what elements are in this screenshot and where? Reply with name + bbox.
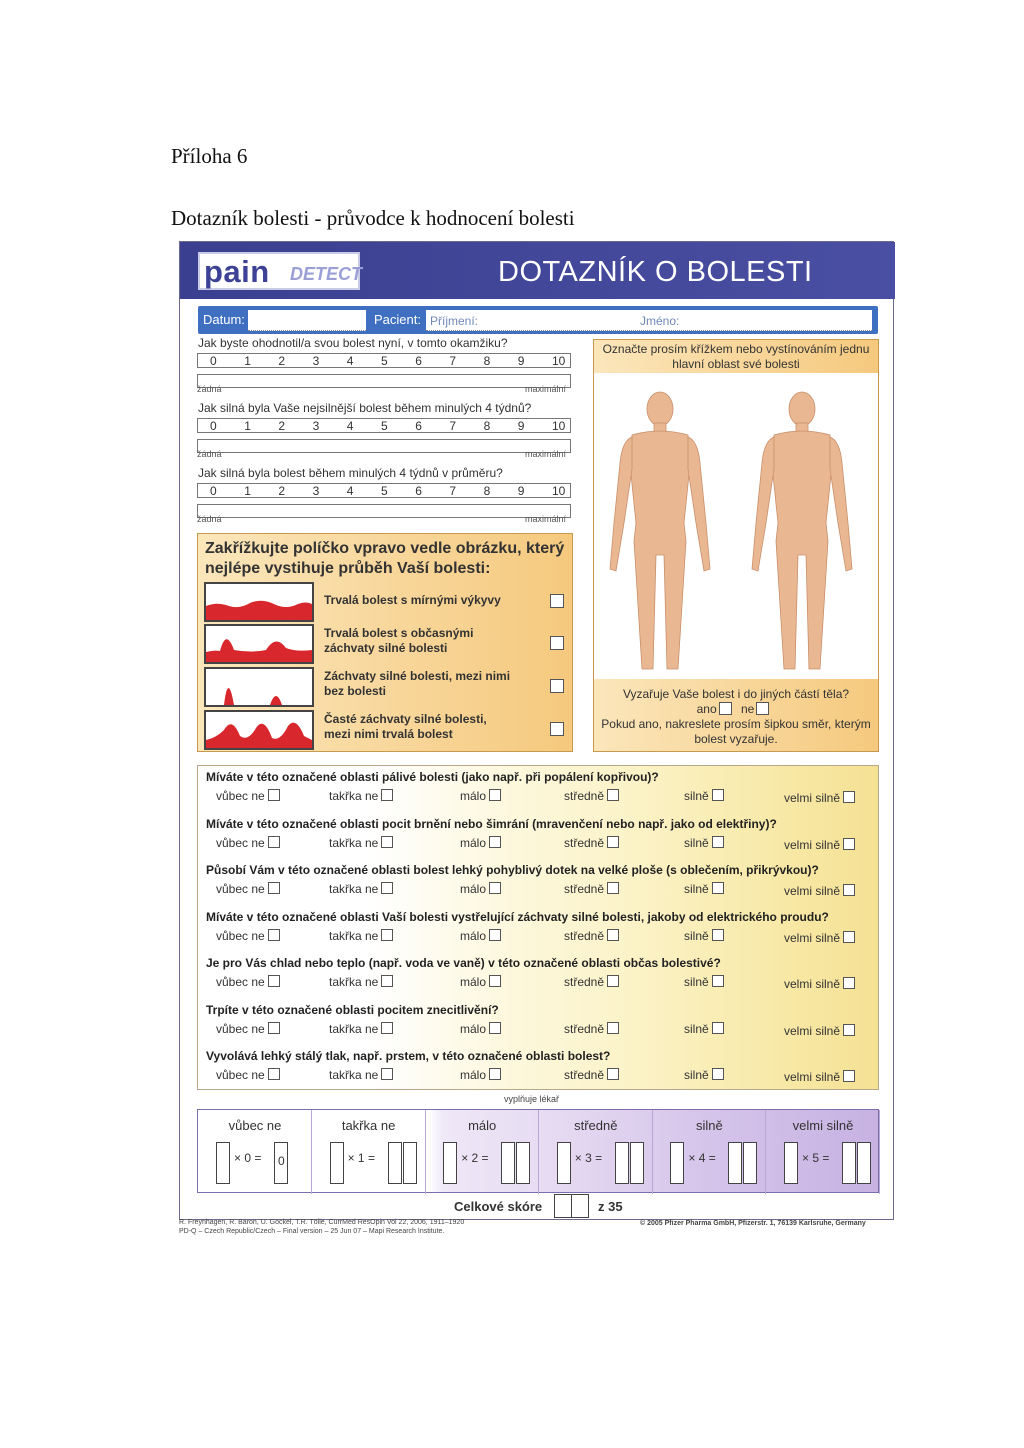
symptom-option-label: vůbec ne	[216, 928, 265, 943]
symptom-option-label: málo	[460, 975, 487, 989]
date-field[interactable]	[248, 310, 366, 331]
symptom-option-label: málo	[460, 789, 487, 803]
total-score-row	[197, 1193, 879, 1221]
citation-line-2: PD-Q – Czech Republic/Czech – Final version – 25 Jun 07 – Mapi Research Institute.	[179, 1228, 445, 1235]
symptom-option-label: takřka ne	[329, 1021, 379, 1036]
symptom-option-checkbox[interactable]	[712, 929, 724, 941]
symptom-option-checkbox[interactable]	[381, 975, 393, 987]
scale-bar[interactable]	[197, 504, 571, 518]
symptom-option[interactable]	[684, 836, 724, 850]
symptom-option[interactable]	[564, 789, 619, 803]
symptom-option[interactable]	[784, 884, 855, 898]
symptom-option-checkbox[interactable]	[712, 975, 724, 987]
symptom-option[interactable]	[460, 1022, 501, 1036]
multiplier-label: × 3 =	[574, 1151, 603, 1165]
symptom-option-checkbox[interactable]	[843, 977, 855, 989]
scale-number[interactable]: 8	[483, 484, 491, 498]
symptom-question: Vyvolává lehký stálý tlak, např. prstem, v této označené oblasti bolest?	[206, 1049, 611, 1063]
radiation-box	[594, 679, 878, 751]
patient-header	[198, 306, 878, 334]
symptom-option-checkbox[interactable]	[489, 789, 501, 801]
symptom-option[interactable]	[460, 929, 501, 943]
intensity-question-average: Jak silná byla bolest během minulých 4 týdnů v průměru?	[198, 466, 503, 480]
pain-course-label: Trvalá bolest s občasnými záchvaty silné bolesti	[324, 626, 474, 655]
symptom-option-label: málo	[460, 1068, 487, 1082]
scale-number[interactable]: 4	[346, 484, 354, 498]
symptom-option-checkbox[interactable]	[607, 975, 619, 987]
scoring-column-label: takřka ne	[341, 1118, 396, 1133]
count-box[interactable]	[330, 1142, 344, 1184]
symptom-option[interactable]	[329, 789, 393, 803]
symptom-option-label: velmi silně	[784, 884, 841, 898]
scoring-column	[425, 1110, 539, 1194]
scale-number[interactable]: 9	[517, 354, 525, 368]
scale-bar[interactable]	[197, 374, 571, 388]
symptom-option-checkbox[interactable]	[607, 1022, 619, 1034]
symptom-option[interactable]	[329, 1068, 393, 1082]
symptom-option-checkbox[interactable]	[268, 836, 280, 848]
scale-high-label: maximální	[525, 514, 567, 524]
scale-number[interactable]: 2	[278, 354, 286, 368]
symptom-option-checkbox[interactable]	[607, 1068, 619, 1080]
symptom-option-label: středně	[564, 882, 605, 896]
symptom-option-label: velmi silně	[784, 1023, 841, 1038]
total-score-digit-box[interactable]	[571, 1194, 589, 1218]
symptom-option[interactable]	[460, 836, 501, 850]
symptom-option[interactable]	[564, 1022, 619, 1036]
logo-sub-text: DETECT	[290, 264, 362, 284]
symptom-option-checkbox[interactable]	[489, 1068, 501, 1080]
scale-number[interactable]: 5	[381, 419, 388, 433]
body-map-instruction: Označte prosím křížkem nebo vystínováním jednu hlavní oblast své bolesti	[594, 340, 878, 373]
scale-number[interactable]: 9	[517, 484, 525, 498]
symptom-option-checkbox[interactable]	[489, 882, 501, 894]
symptom-option-label: středně	[564, 789, 605, 803]
pain-course-checkbox[interactable]	[550, 594, 564, 608]
scoring-column-label: málo	[468, 1118, 497, 1133]
multiplier-label: × 0 =	[234, 1151, 262, 1165]
annex-label: Příloha 6	[171, 144, 248, 168]
symptom-option[interactable]	[216, 929, 280, 943]
count-box[interactable]	[784, 1142, 798, 1184]
scale-number[interactable]: 5	[381, 354, 388, 368]
scale-number[interactable]: 7	[449, 419, 457, 433]
symptom-option-label: málo	[460, 928, 487, 943]
symptom-option-checkbox[interactable]	[712, 789, 724, 801]
first-name-placeholder: Jméno:	[640, 314, 680, 328]
intensity-question-worst: Jak silná byla Vaše nejsilnější bolest během minulých 4 týdnů?	[198, 401, 532, 415]
symptom-option[interactable]	[564, 1068, 619, 1082]
result-box[interactable]	[403, 1142, 417, 1184]
symptom-option-label: takřka ne	[329, 928, 379, 943]
symptom-option[interactable]	[784, 1070, 855, 1084]
radiation-question: Vyzařuje Vaše bolest i do jiných částí těla?	[622, 687, 850, 701]
symptom-option-checkbox[interactable]	[268, 975, 280, 987]
symptom-option-checkbox[interactable]	[381, 789, 393, 801]
scale-number[interactable]: 0	[210, 484, 217, 498]
scoring-column-label: středně	[574, 1118, 618, 1133]
scale-number[interactable]: 10	[552, 419, 566, 433]
pain-course-option	[204, 667, 564, 707]
symptom-option-label: silně	[684, 835, 709, 850]
result-box[interactable]	[388, 1142, 402, 1184]
symptom-option[interactable]	[460, 975, 501, 989]
symptom-option[interactable]	[564, 836, 619, 850]
symptom-option-label: vůbec ne	[216, 975, 265, 989]
intensity-scale-worst[interactable]	[197, 418, 571, 458]
symptom-option-label: silně	[684, 1068, 709, 1082]
symptom-option[interactable]	[784, 1024, 855, 1038]
symptom-option-checkbox[interactable]	[381, 836, 393, 848]
symptom-option-label: silně	[684, 789, 709, 803]
pain-course-label: Časté záchvaty silné bolesti, mezi nimi trvalá bolest	[324, 712, 487, 741]
doctor-fill-note: vyplňuje lékař	[504, 1094, 560, 1104]
symptom-option[interactable]	[784, 977, 855, 991]
symptom-option-checkbox[interactable]	[268, 1022, 280, 1034]
scale-number[interactable]: 7	[449, 484, 457, 498]
count-box[interactable]	[557, 1142, 571, 1184]
result-box[interactable]	[615, 1142, 629, 1184]
logo-main-text: pain	[204, 254, 270, 289]
body-map-panel	[593, 339, 879, 752]
symptom-option-checkbox[interactable]	[843, 838, 855, 850]
form-banner	[180, 242, 895, 299]
pain-course-checkbox[interactable]	[550, 636, 564, 650]
symptom-option[interactable]	[684, 975, 724, 989]
patient-label: Pacient:	[374, 312, 421, 327]
symptom-question: Míváte v této označené oblasti pálivé bolesti (jako např. při popálení kopřivou)?	[206, 770, 659, 784]
symptom-option[interactable]	[329, 1022, 393, 1036]
symptom-option-label: vůbec ne	[216, 1021, 265, 1036]
pain-course-title: Zakřížkujte políčko vpravo vedle obrázku, který nejlépe vystihuje průběh Vaší bolesti:	[205, 540, 565, 577]
total-score-digit-box[interactable]	[554, 1194, 572, 1218]
scoring-column	[539, 1110, 653, 1194]
total-score-label: Celkové skóre	[454, 1199, 543, 1214]
symptom-option-label: vůbec ne	[216, 789, 265, 803]
scale-number[interactable]: 6	[415, 419, 422, 433]
pain-course-option	[204, 624, 564, 664]
symptom-question: Míváte v této označené oblasti pocit brnění nebo šimrání (mravenčení nebo např. jako od elektřiny)?	[206, 816, 777, 831]
pain-course-label: Trvalá bolest s mírnými výkyvy	[324, 593, 501, 607]
symptom-option-checkbox[interactable]	[489, 1022, 501, 1034]
symptom-option-label: vůbec ne	[216, 882, 265, 896]
symptom-option[interactable]	[216, 789, 280, 803]
pain-course-panel	[197, 533, 573, 752]
scale-bar[interactable]	[197, 439, 571, 453]
scale-number[interactable]: 8	[483, 419, 491, 433]
result-box[interactable]	[516, 1142, 530, 1184]
fixed-result-value: 0	[278, 1154, 285, 1168]
symptom-option-checkbox[interactable]	[712, 1022, 724, 1034]
scoring-column-label: vůbec ne	[228, 1118, 282, 1133]
paindetect-logo	[198, 252, 360, 290]
symptom-option-checkbox[interactable]	[843, 1070, 855, 1082]
symptom-option-label: málo	[460, 835, 487, 850]
symptom-option[interactable]	[564, 975, 619, 989]
symptom-option[interactable]	[564, 929, 619, 943]
pain-course-graph-attacks-no-pain	[204, 667, 314, 707]
symptom-option-label: velmi silně	[784, 930, 841, 945]
scale-number[interactable]: 6	[415, 354, 422, 368]
symptom-option-label: středně	[564, 1068, 605, 1082]
pain-course-checkbox[interactable]	[550, 679, 564, 693]
symptom-option-checkbox[interactable]	[489, 836, 501, 848]
scoring-table	[197, 1109, 879, 1193]
back-body-figure	[752, 392, 852, 669]
scoring-column	[652, 1110, 766, 1194]
scale-number[interactable]: 4	[346, 419, 354, 433]
scale-number[interactable]: 2	[278, 419, 286, 433]
symptom-option-checkbox[interactable]	[843, 931, 855, 943]
yes-label: ano	[696, 702, 717, 716]
scale-number[interactable]: 0	[210, 419, 217, 433]
symptom-option-checkbox[interactable]	[489, 975, 501, 987]
symptom-option-label: silně	[684, 1021, 709, 1036]
symptom-option[interactable]	[684, 1068, 724, 1082]
intensity-scale-now[interactable]	[197, 353, 571, 393]
citation-line-1: R. Freynhagen, R. Baron, U. Gockel, T.R. Tölle, CurrMed ResOpin Vol 22, 2006, 1911–1920	[179, 1219, 465, 1226]
symptom-option[interactable]	[329, 975, 393, 989]
symptom-option-label: silně	[684, 975, 709, 989]
count-box[interactable]	[216, 1142, 230, 1184]
pain-course-graph-frequent-attacks	[204, 710, 314, 750]
symptom-option[interactable]	[684, 929, 724, 943]
symptom-option-label: málo	[460, 1021, 487, 1036]
scoring-column-label: velmi silně	[792, 1118, 854, 1133]
scale-numbers	[197, 483, 571, 498]
intensity-question-now: Jak byste ohodnotil/a svou bolest nyní, v tomto okamžiku?	[198, 336, 508, 350]
document-title: Dotazník bolesti - průvodce k hodnocení bolesti	[171, 206, 575, 230]
symptom-option-label: takřka ne	[329, 1068, 379, 1082]
multiplier-label: × 2 =	[461, 1151, 489, 1165]
intensity-scale-average[interactable]	[197, 483, 571, 523]
symptom-option-label: takřka ne	[329, 789, 379, 803]
symptom-option[interactable]	[216, 836, 280, 850]
symptom-option[interactable]	[460, 789, 501, 803]
scale-numbers	[197, 353, 571, 368]
symptom-questions-panel	[197, 765, 879, 1090]
symptom-option-label: silně	[684, 928, 709, 943]
symptom-option-checkbox[interactable]	[607, 836, 619, 848]
no-label: ne	[741, 702, 755, 716]
scale-number[interactable]: 0	[210, 354, 217, 368]
symptom-option-label: velmi silně	[784, 977, 841, 991]
symptom-option-checkbox[interactable]	[712, 882, 724, 894]
symptom-option[interactable]	[784, 791, 855, 805]
symptom-option-label: velmi silně	[784, 837, 841, 852]
symptom-option-label: takřka ne	[329, 975, 379, 989]
scoring-column	[198, 1110, 312, 1194]
symptom-option[interactable]	[784, 931, 855, 945]
symptom-option[interactable]	[684, 882, 724, 896]
symptom-option-checkbox[interactable]	[268, 1068, 280, 1080]
multiplier-label: × 1 =	[347, 1151, 375, 1165]
symptom-option[interactable]	[684, 789, 724, 803]
symptom-option[interactable]	[684, 1022, 724, 1036]
yes-checkbox[interactable]	[719, 702, 732, 715]
symptom-option-checkbox[interactable]	[607, 789, 619, 801]
symptom-option-checkbox[interactable]	[381, 929, 393, 941]
symptom-option-checkbox[interactable]	[268, 929, 280, 941]
symptom-option-checkbox[interactable]	[843, 884, 855, 896]
form-title: DOTAZNÍK O BOLESTI	[498, 256, 813, 288]
radiation-answers	[594, 702, 878, 717]
symptom-option-label: vůbec ne	[216, 835, 265, 850]
scale-low-label: žádná	[197, 514, 222, 524]
front-body-figure	[610, 392, 710, 669]
pain-course-graph-steady	[204, 582, 314, 622]
symptom-option[interactable]	[216, 882, 280, 896]
symptom-option[interactable]	[329, 929, 393, 943]
scale-numbers	[197, 418, 571, 433]
symptom-option[interactable]	[216, 1022, 280, 1036]
symptom-option-label: velmi silně	[784, 791, 841, 805]
result-box[interactable]	[857, 1142, 871, 1184]
symptom-option-label: takřka ne	[329, 835, 379, 850]
symptom-question: Trpíte v této označené oblasti pocitem znecitlivění?	[206, 1002, 499, 1017]
footer-copyright: © 2005 Pfizer Pharma GmbH, Pfizerstr. 1, 76139 Karlsruhe, Germany	[640, 1220, 866, 1227]
symptom-option[interactable]	[460, 882, 501, 896]
scale-number[interactable]: 4	[346, 354, 354, 368]
radiation-arrow-note: Pokud ano, nakreslete prosím šipkou směr, kterým bolest vyzařuje.	[601, 717, 871, 746]
symptom-option[interactable]	[460, 1068, 501, 1082]
count-box[interactable]	[443, 1142, 457, 1184]
scale-number[interactable]: 9	[517, 419, 525, 433]
symptom-option-checkbox[interactable]	[607, 882, 619, 894]
scale-number[interactable]: 3	[312, 354, 320, 368]
result-box[interactable]	[743, 1142, 757, 1184]
scale-low-label: žádná	[197, 449, 222, 459]
scale-number[interactable]: 10	[552, 484, 566, 498]
symptom-option-checkbox[interactable]	[381, 1068, 393, 1080]
no-checkbox[interactable]	[756, 702, 769, 715]
scale-number[interactable]: 5	[381, 484, 388, 498]
symptom-question: Je pro Vás chlad nebo teplo (např. voda ve vaně) v této označené oblasti občas bolestivé?	[206, 956, 721, 970]
scale-number[interactable]: 1	[244, 484, 251, 498]
symptom-option-label: takřka ne	[329, 882, 379, 896]
symptom-option-checkbox[interactable]	[712, 836, 724, 848]
scale-number[interactable]: 1	[244, 419, 251, 433]
symptom-option-checkbox[interactable]	[489, 929, 501, 941]
scoring-column	[766, 1110, 880, 1194]
scale-low-label: žádná	[197, 384, 222, 394]
pain-course-label: Záchvaty silné bolesti, mezi nimi bez bolesti	[324, 669, 511, 698]
symptom-option-label: vůbec ne	[216, 1068, 265, 1082]
paindetect-form	[179, 241, 894, 1220]
symptom-option-checkbox[interactable]	[712, 1068, 724, 1080]
date-label: Datum:	[203, 312, 245, 327]
symptom-option-label: středně	[564, 928, 605, 943]
scale-number[interactable]: 2	[278, 484, 286, 498]
symptom-option-checkbox[interactable]	[843, 1024, 855, 1036]
scale-number[interactable]: 6	[415, 484, 422, 498]
body-figures[interactable]	[594, 373, 878, 679]
symptom-option[interactable]	[216, 1068, 280, 1082]
scale-number[interactable]: 3	[312, 484, 320, 498]
symptom-option-label: středně	[564, 835, 605, 850]
symptom-question: Působí Vám v této označené oblasti bolest lehký pohyblivý dotek na velké ploše (s oblečením, přikrývkou)?	[206, 863, 819, 877]
scale-number[interactable]: 8	[483, 354, 491, 368]
symptom-option-label: silně	[684, 882, 709, 896]
scoring-column-label: silně	[696, 1118, 723, 1133]
footer-citation	[179, 1218, 464, 1236]
result-box[interactable]	[501, 1142, 515, 1184]
symptom-option[interactable]	[784, 838, 855, 852]
symptom-option-label: středně	[564, 975, 605, 989]
scoring-column	[312, 1110, 426, 1194]
pain-course-checkbox[interactable]	[550, 722, 564, 736]
scale-number[interactable]: 1	[244, 354, 251, 368]
symptom-option-label: málo	[460, 882, 487, 896]
result-box[interactable]	[630, 1142, 644, 1184]
symptom-question: Míváte v této označené oblasti Vaší bolesti vystřelující záchvaty silné bolesti, jakoby od elektrického proudu?	[206, 909, 829, 924]
symptom-option[interactable]	[564, 882, 619, 896]
surname-placeholder: Příjmení:	[430, 314, 479, 328]
scale-number[interactable]: 7	[449, 354, 457, 368]
count-box[interactable]	[670, 1142, 684, 1184]
symptom-option[interactable]	[216, 975, 280, 989]
symptom-option[interactable]	[329, 882, 393, 896]
pain-course-option	[204, 582, 564, 622]
multiplier-label: × 4 =	[688, 1151, 716, 1165]
multiplier-label: × 5 =	[802, 1151, 830, 1165]
scale-high-label: maximální	[525, 384, 567, 394]
symptom-option[interactable]	[329, 836, 393, 850]
scale-number[interactable]: 3	[312, 419, 320, 433]
result-box[interactable]	[728, 1142, 742, 1184]
symptom-option-checkbox[interactable]	[607, 929, 619, 941]
total-score-max: z 35	[598, 1199, 623, 1214]
scale-number[interactable]: 10	[552, 354, 566, 368]
symptom-option-checkbox[interactable]	[381, 1022, 393, 1034]
symptom-option-label: středně	[564, 1021, 605, 1036]
result-box[interactable]	[842, 1142, 856, 1184]
symptom-option-checkbox[interactable]	[268, 789, 280, 801]
pain-course-option	[204, 710, 564, 750]
symptom-option-label: velmi silně	[784, 1070, 841, 1084]
symptom-option-checkbox[interactable]	[268, 882, 280, 894]
symptom-option-checkbox[interactable]	[381, 882, 393, 894]
symptom-option-checkbox[interactable]	[843, 791, 855, 803]
pain-course-graph-attacks	[204, 624, 314, 664]
scale-high-label: maximální	[525, 449, 567, 459]
